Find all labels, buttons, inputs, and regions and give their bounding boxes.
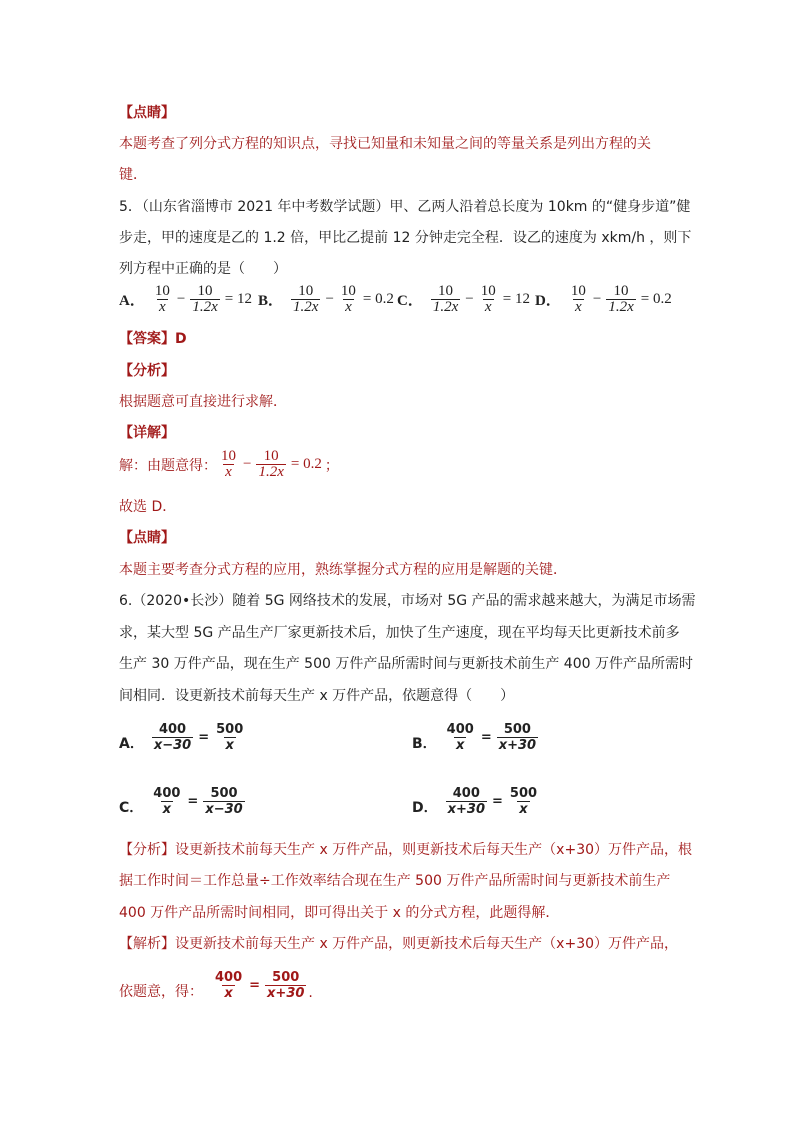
numerator: 10 <box>298 283 314 299</box>
numerator: 10 <box>613 283 629 299</box>
jiexi-suffix: . <box>308 985 313 1001</box>
denominator: 1.2x <box>432 299 459 315</box>
operator: = <box>249 978 261 993</box>
numerator: 400 <box>446 722 474 737</box>
numerator: 400 <box>158 722 187 737</box>
numerator: 500 <box>509 786 538 801</box>
rhs: = 0.2 <box>640 291 672 307</box>
q6-stem-line4: 间相同．设更新技术前每天生产 x 万件产品，依题意得（ ） <box>119 688 515 704</box>
denominator: x+30 <box>447 802 485 817</box>
q6-stem-line2: 求，某大型 5G 产品生产厂家更新技术后，加快了生产速度，现在平均每天比更新技术前多 <box>119 625 680 641</box>
numerator: 500 <box>216 722 244 737</box>
q5-dianjing-text: 本题主要考查分式方程的应用，熟练掌握分式方程的应用是解题的关键． <box>119 562 567 578</box>
q6-option-c <box>119 786 247 817</box>
denominator: 1.2x <box>192 299 218 315</box>
denominator: x−30 <box>205 802 243 817</box>
q5-fenxi-heading: 【分析】 <box>119 363 175 379</box>
solution-suffix: ； <box>324 457 339 474</box>
numerator: 400 <box>215 970 243 985</box>
q6-fenxi-line1: 【分析】设更新技术前每天生产 x 万件产品，则更新技术后每天生产（x+30）万件产品，根 <box>119 842 693 858</box>
q5-fenxi-text: 根据题意可直接进行求解． <box>119 394 287 410</box>
denominator: 1.2x <box>293 299 319 315</box>
option-label: B． <box>412 736 437 752</box>
denominator: x+30 <box>267 986 305 1001</box>
option-label: D． <box>412 800 438 816</box>
q6-jiexi-equation-line <box>119 970 313 1001</box>
numerator: 400 <box>153 786 181 801</box>
operator: = <box>187 794 199 809</box>
option-label: D． <box>535 293 561 309</box>
numerator: 10 <box>340 283 356 299</box>
operator: − <box>465 291 474 307</box>
q6-jiexi-line1: 【解析】设更新技术前每天生产 x 万件产品，则更新技术后每天生产（x+30）万件产品， <box>119 936 679 952</box>
numerator: 10 <box>570 283 586 299</box>
numerator: 500 <box>503 722 531 737</box>
numerator: 500 <box>210 786 238 801</box>
rhs: = 12 <box>224 291 252 307</box>
q6-stem-line3: 生产 30 万件产品，现在生产 500 万件产品所需时间与更新技术前生产 400 万件产品所需时 <box>119 656 693 672</box>
operator: = <box>198 730 210 745</box>
denominator: x <box>345 299 352 315</box>
q6-option-d <box>412 786 541 817</box>
option-label: A． <box>119 736 144 752</box>
q5-choose: 故选 D． <box>119 499 177 515</box>
q5-option-b <box>258 284 397 315</box>
operator: = <box>480 730 492 745</box>
denominator: x <box>575 299 582 315</box>
q5-option-d <box>535 284 675 315</box>
q5-stem-line1: 5．（山东省淄博市 2021 年中考数学试题）甲、乙两人沿着总长度为 10km 的“健身步道”健 <box>119 199 691 215</box>
option-label: A． <box>119 293 145 309</box>
denominator: 1.2x <box>608 299 634 315</box>
option-label: C． <box>397 293 423 309</box>
numerator: 10 <box>221 448 236 464</box>
denominator: x−30 <box>153 738 192 753</box>
dianjing-heading-q4: 【点睛】 <box>119 105 175 121</box>
q5-answer: 【答案】D <box>119 331 187 347</box>
denominator: x <box>159 299 166 315</box>
q6-option-a <box>119 722 247 753</box>
option-label: C． <box>119 800 144 816</box>
solution-equation <box>217 449 325 480</box>
dianjing-text-q4-line1: 本题考查了列分式方程的知识点，寻找已知量和未知量之间的等量关系是列出方程的关 <box>119 136 651 152</box>
numerator: 10 <box>438 283 454 299</box>
denominator: x <box>162 802 172 817</box>
numerator: 500 <box>272 970 300 985</box>
q5-option-c <box>397 284 533 315</box>
option-label: B． <box>258 293 284 309</box>
q6-option-b <box>412 722 540 753</box>
q5-option-a <box>119 284 255 315</box>
operator: = <box>492 794 503 809</box>
rhs: = 0.2 <box>362 291 394 307</box>
q5-solution-line <box>119 449 339 480</box>
operator: − <box>325 291 334 307</box>
operator: − <box>176 291 186 307</box>
numerator: 400 <box>452 786 480 801</box>
q5-stem-line2: 步走，甲的速度是乙的 1.2 倍，甲比乙提前 12 分钟走完全程．设乙的速度为 xkm/h ，则下 <box>119 230 692 246</box>
operator: − <box>243 456 252 472</box>
dianjing-text-q4-line2: 键． <box>119 167 147 183</box>
q6-stem-line1: 6.（2020•长沙）随着 5G 网络技术的发展，市场对 5G 产品的需求越来越大，为满足市场需 <box>119 593 696 609</box>
numerator: 10 <box>263 448 279 464</box>
rhs: = 12 <box>502 291 530 307</box>
q5-dianjing-heading: 【点睛】 <box>119 530 175 546</box>
denominator: x <box>225 738 234 753</box>
denominator: x <box>225 464 232 480</box>
denominator: x <box>519 802 528 817</box>
denominator: x+30 <box>498 738 537 753</box>
rhs: = 0.2 <box>290 456 322 472</box>
operator: − <box>592 291 602 307</box>
numerator: 10 <box>154 283 170 299</box>
jiexi-prefix: 依题意，得： <box>119 984 203 1000</box>
q5-xiangjie-heading: 【详解】 <box>119 425 175 441</box>
denominator: 1.2x <box>258 464 284 480</box>
denominator: x <box>484 299 492 315</box>
numerator: 10 <box>197 283 213 299</box>
denominator: x <box>224 986 233 1001</box>
q5-stem-line3: 列方程中正确的是（ ） <box>119 261 287 277</box>
numerator: 10 <box>480 283 496 299</box>
solution-prefix: 解：由题意得： <box>119 457 217 474</box>
denominator: x <box>456 738 465 753</box>
q6-fenxi-line3: 400 万件产品所需时间相同，即可得出关于 x 的分式方程，此题得解． <box>119 905 560 921</box>
q6-fenxi-line2: 据工作时间＝工作总量÷工作效率结合现在生产 500 万件产品所需时间与更新技术前生产 <box>119 873 671 889</box>
